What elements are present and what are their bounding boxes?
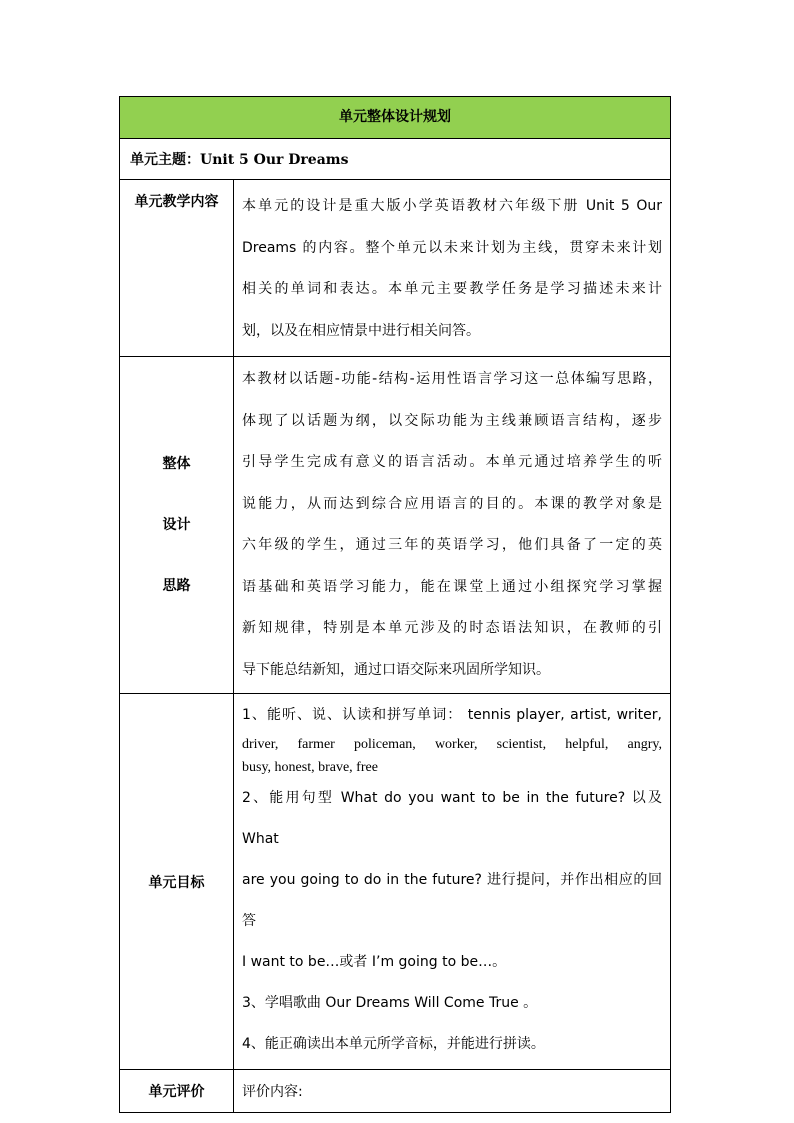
- design-label-line: 思路: [162, 577, 191, 594]
- goals-row: [120, 694, 671, 1070]
- design-line: 本教材以话题-功能-结构-运用性语言学习这一总体编写思路，: [242, 371, 662, 387]
- design-line: 体现了以话题为纲，以交际功能为主线兼顾语言结构，逐步: [242, 412, 662, 429]
- design-line: 说能力，从而达到综合应用语言的目的。本课的教学对象是: [242, 495, 662, 512]
- evaluation-label: 单元评价: [120, 1070, 234, 1113]
- goals-label: 单元目标: [120, 694, 234, 1070]
- goals-text: [234, 694, 671, 1070]
- content-line: Dreams 的内容。整个单元以未来计划为主线，贯穿未来计划: [242, 239, 662, 256]
- goal-2-line: are you going to do in the future? 进行提问，并作出相应的回答: [242, 872, 662, 929]
- design-row: [120, 357, 671, 694]
- content-row: [120, 180, 671, 357]
- evaluation-text: 评价内容:: [234, 1070, 671, 1113]
- goal-1-line: busy, honest, brave, free: [242, 760, 378, 775]
- goal-1-line: 1、能听、说、认读和拼写单词： tennis player, artist, writer,: [242, 707, 662, 723]
- goal-3: 3、学唱歌曲 Our Dreams Will Come True 。: [242, 995, 538, 1011]
- unit-theme-label: 单元主题：: [130, 152, 200, 168]
- content-text: [234, 180, 671, 357]
- design-text: [234, 357, 671, 694]
- goal-2-line: I want to be…或者 I’m going to be…。: [242, 954, 507, 970]
- content-label: 单元教学内容: [120, 180, 234, 357]
- goal-4: 4、能正确读出本单元所学音标，并能进行拼读。: [242, 1036, 545, 1052]
- goal-2-line: 2、能用句型 What do you want to be in the future? 以及 What: [242, 790, 662, 847]
- design-label-line: 整体: [162, 455, 191, 472]
- design-line: 六年级的学生，通过三年的英语学习，他们具备了一定的英: [242, 537, 662, 553]
- design-line: 引导学生完成有意义的语言活动。本单元通过培养学生的听: [242, 454, 662, 470]
- design-line: 语基础和英语学习能力，能在课堂上通过小组探究学习掌握: [242, 578, 662, 595]
- unit-theme: [120, 139, 671, 180]
- design-label: [120, 357, 234, 694]
- design-label-line: 设计: [162, 516, 191, 533]
- content-line: 本单元的设计是重大版小学英语教材六年级下册 Unit 5 Our: [242, 198, 662, 214]
- unit-plan-table: [119, 96, 671, 1113]
- theme-row: [120, 139, 671, 180]
- goal-1-line: driver, farmer policeman, worker, scientist, helpful, angry,: [242, 737, 662, 752]
- design-line: 导下能总结新知，通过口语交际来巩固所学知识。: [242, 661, 550, 678]
- design-line: 新知规律，特别是本单元涉及的时态语法知识，在教师的引: [242, 620, 662, 636]
- table-title: 单元整体设计规划: [120, 97, 671, 139]
- content-line: 划，以及在相应情景中进行相关问答。: [242, 322, 480, 339]
- header-row: [120, 97, 671, 139]
- unit-theme-value: Unit 5 Our Dreams: [200, 152, 349, 168]
- evaluation-row: [120, 1070, 671, 1113]
- content-line: 相关的单词和表达。本单元主要教学任务是学习描述未来计: [242, 281, 662, 297]
